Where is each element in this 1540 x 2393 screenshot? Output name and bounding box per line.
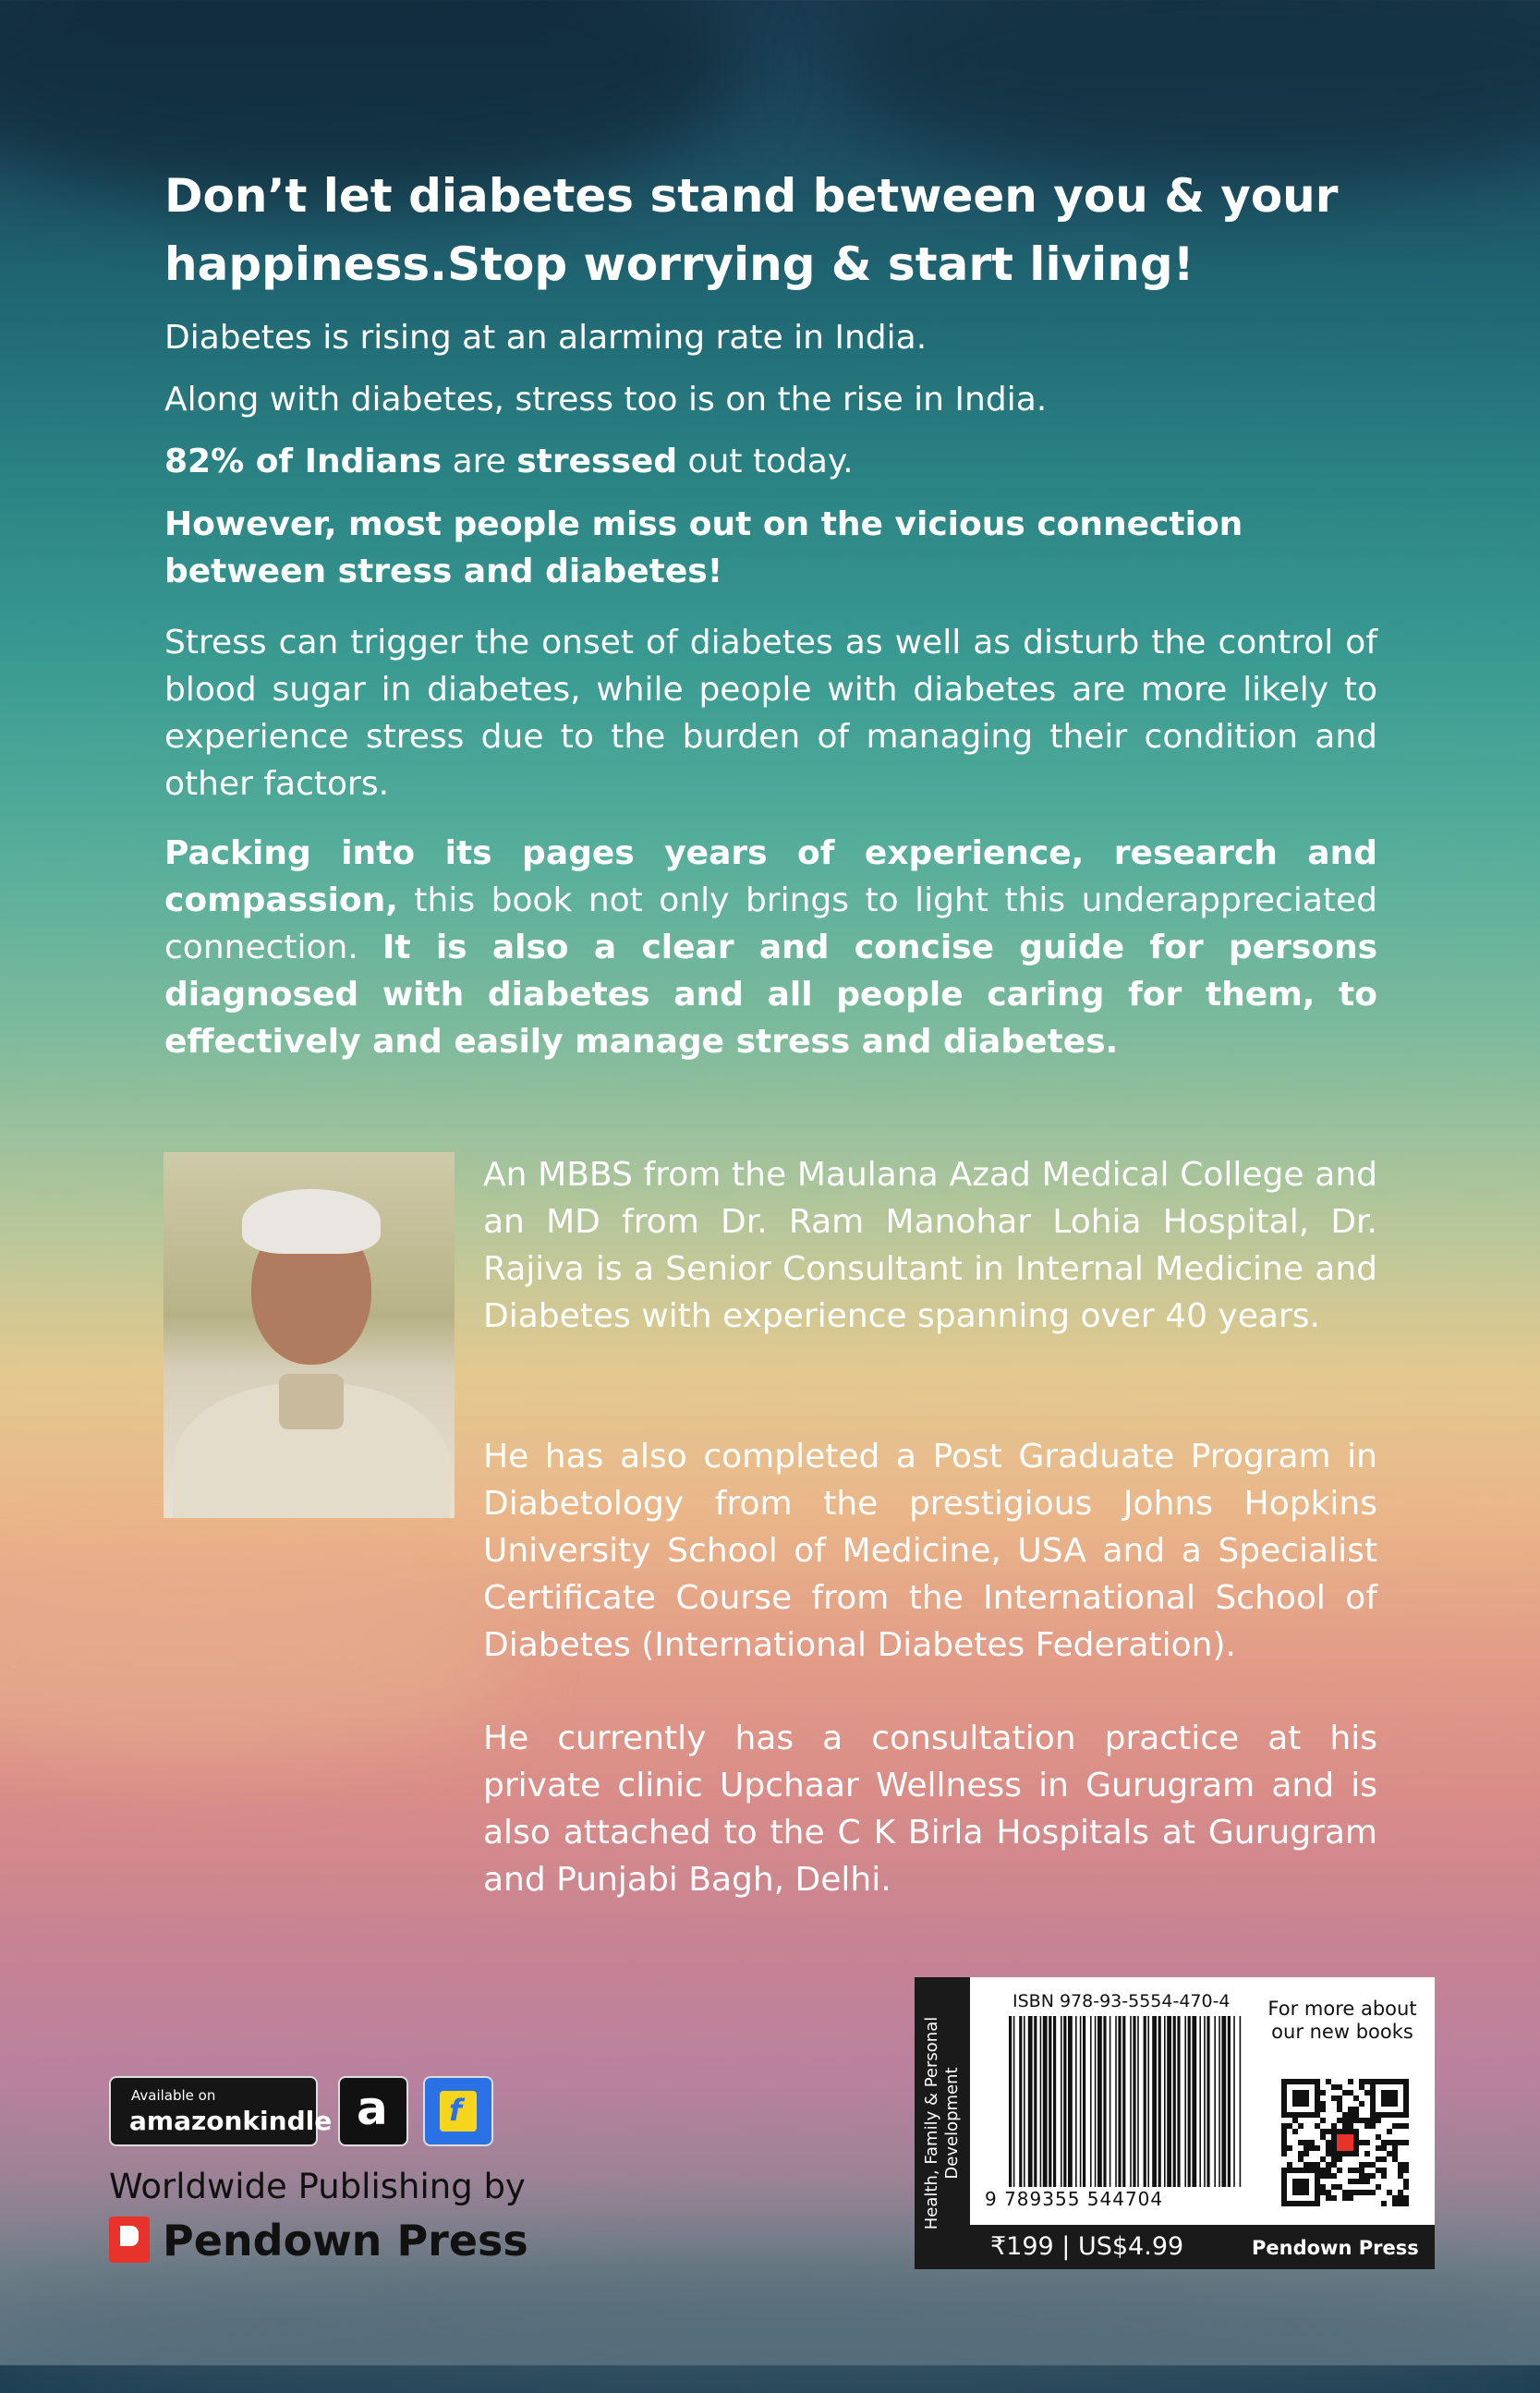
however-paragraph: However, most people miss out on the vicious connection between stress and diabetes! — [164, 505, 1243, 590]
stat-line: 82% of Indians are stressed out today. — [164, 443, 854, 480]
packing-paragraph: Packing into its pages years of experience, research and compassion, this book not only brings to light this underappreciated connection. It is also a clear and concise guide for persons diagnosed with diabetes and all people caring for them, to effectively and easily manage stress and diabetes. — [164, 834, 1377, 1061]
publisher-logo: Pendown Press — [109, 2216, 528, 2265]
headline-line-1: Don’t let diabetes stand between you & your — [164, 169, 1339, 223]
amazon-kindle-badge[interactable] — [109, 2076, 333, 2146]
price-bar-publisher: Pendown Press — [1252, 2237, 1419, 2259]
stress-paragraph: Stress can trigger the onset of diabetes as well as disturb the control of blood sugar in diabetes, while people with diabetes are more likely to experience stress due to the burden of managing their condition and other factors. — [164, 624, 1377, 803]
bio-paragraph-1: An MBBS from the Maulana Azad Medical College and an MD from Dr. Ram Manohar Lohia Hospital, Dr. Rajiva is a Senior Consultant in Internal Medicine and Diabetes with experience spanning over 40 years. — [483, 1156, 1377, 1335]
pendown-logo-icon — [109, 2217, 150, 2263]
price-bar — [970, 2225, 1435, 2269]
barcode-digits: 9 789355 544704 — [985, 2188, 1164, 2210]
category-strip: Health, Family & Personal Development — [915, 1977, 970, 2269]
barcode — [1009, 2016, 1242, 2201]
isbn-label: ISBN 978-93-5554-470-4 — [1013, 1991, 1231, 2011]
kindle-brand-label: amazonkindle — [129, 2106, 333, 2136]
amazon-icon[interactable]: a — [338, 2076, 408, 2146]
flipkart-icon[interactable]: f — [423, 2076, 493, 2146]
qr-code — [1281, 2079, 1409, 2206]
headline-line-2: happiness.Stop worrying & start living! — [164, 237, 1194, 291]
headline — [164, 162, 1377, 298]
intro-line-2: Along with diabetes, stress too is on the rise in India. — [164, 381, 1048, 419]
intro-line-1: Diabetes is rising at an alarming rate in India. — [164, 319, 928, 357]
more-books-label: For more about our new books — [1267, 1998, 1417, 2043]
price-label: ₹199 | US$4.99 — [990, 2232, 1184, 2261]
barcode-box — [915, 1977, 1435, 2269]
author-photo — [164, 1152, 455, 1518]
bio-paragraph-3: He currently has a consultation practice at his private clinic Upchaar Wellness in Gurugram and is also attached to the C K Birla Hospitals at Gurugram and Punjabi Bagh, Delhi. — [483, 1719, 1377, 1899]
bio-paragraph-2: He has also completed a Post Graduate Program in Diabetology from the prestigious Johns Hopkins University School of Medicine, USA and a Specialist Certificate Course from the International School of Diabetes (International Diabetes Federation). — [483, 1438, 1377, 1664]
kindle-available-label: Available on — [131, 2087, 216, 2104]
worldwide-publishing-label: Worldwide Publishing by — [109, 2167, 526, 2206]
